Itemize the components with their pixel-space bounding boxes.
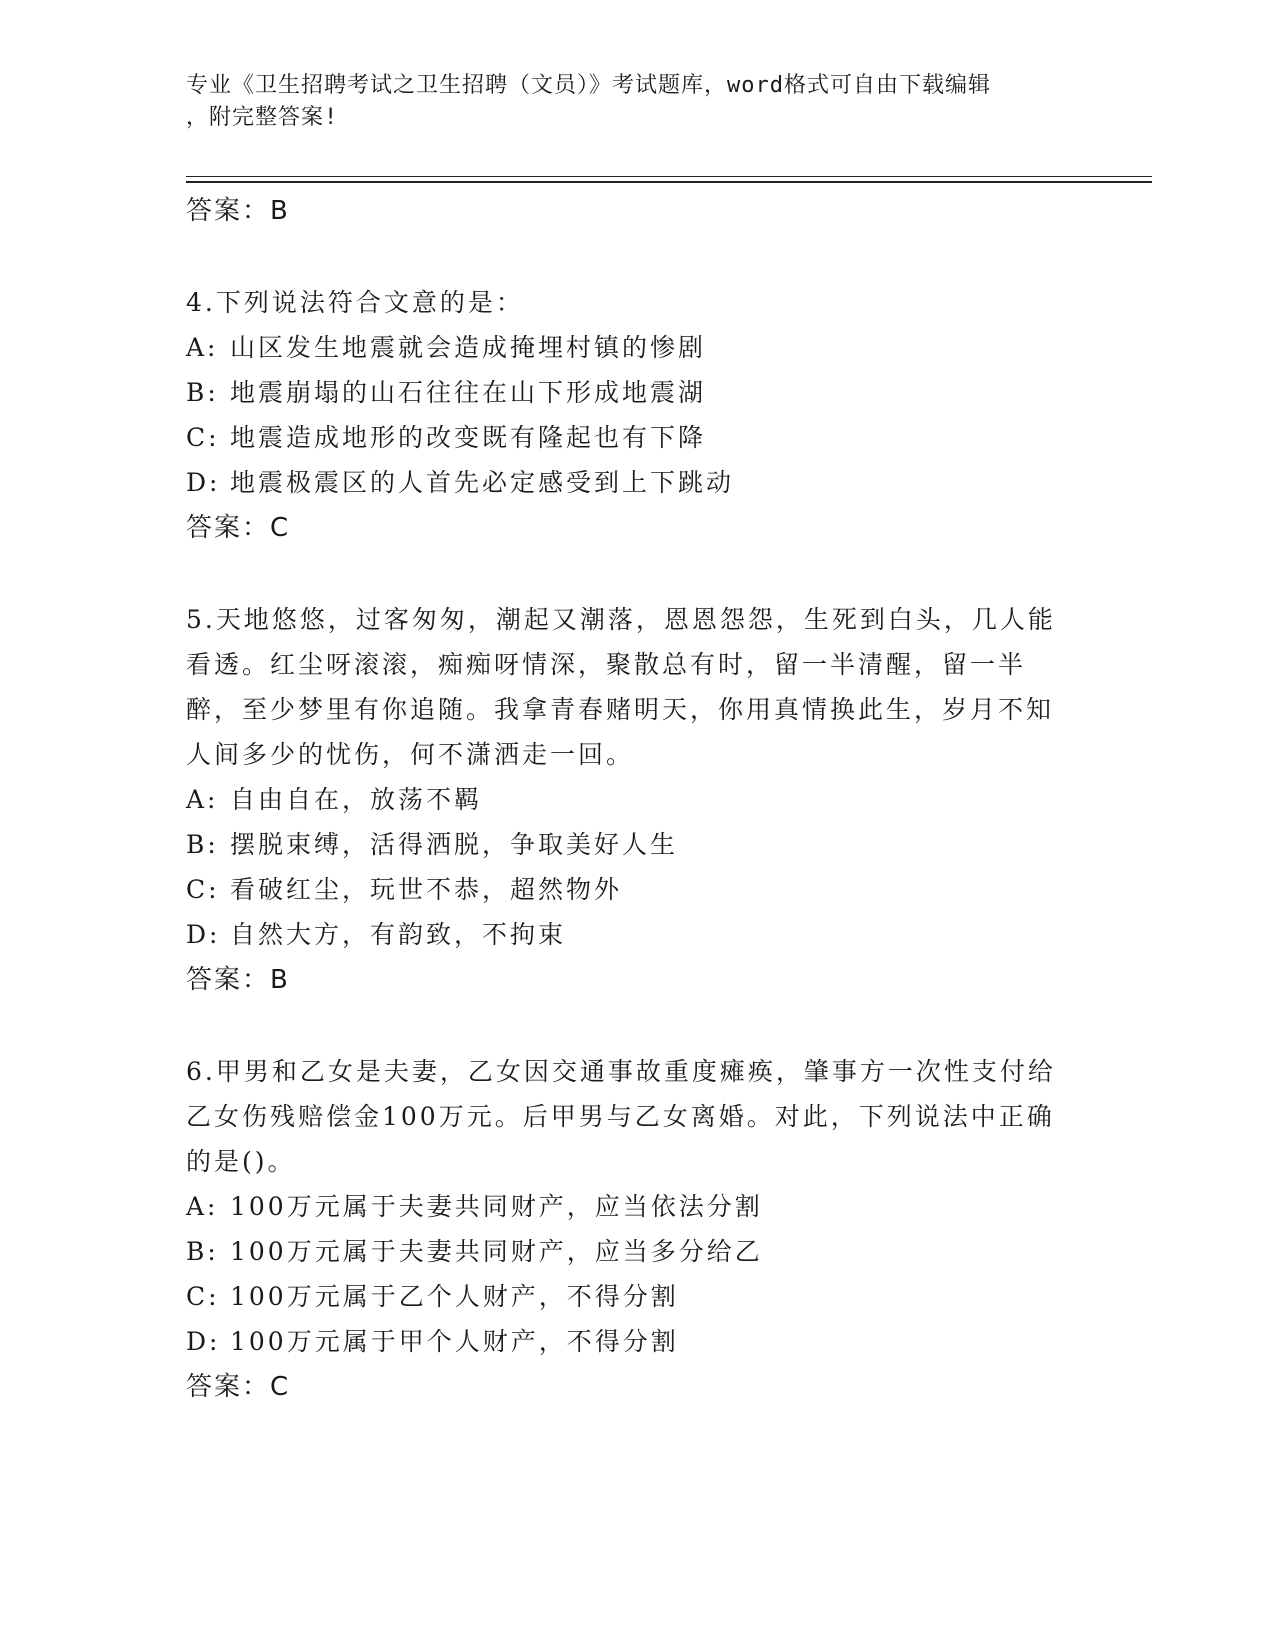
question-text: 4.下列说法符合文意的是： xyxy=(186,288,524,317)
answer-line: 答案：C xyxy=(186,1372,291,1402)
question-text: 6.甲男和乙女是夫妻，乙女因交通事故重度瘫痪，肇事方一次性支付给乙女伤残赔偿金100万元。后甲男与乙女离婚。对此，下列说法中正确的是()。 xyxy=(186,1057,1056,1176)
answer-line: 答案：C xyxy=(186,513,291,543)
option-text: 地震造成地形的改变既有隆起也有下降 xyxy=(230,423,707,452)
question-text: 5.天地悠悠，过客匆匆，潮起又潮落，恩恩怨怨，生死到白头，几人能看透。红尘呀滚滚，痴痴呀情深，聚散总有时，留一半清醒，留一半醉，至少梦里有你追随。我拿青春赌明天，你用真情换此生，岁月不知人间多少的忧伤，何不潇洒走一回。 xyxy=(186,605,1056,769)
option-c xyxy=(186,415,1066,460)
option-c xyxy=(186,867,1066,912)
option-a xyxy=(186,325,1066,370)
header-line-1: 专业《卫生招聘考试之卫生招聘（文员）》考试题库，word格式可自由下载编辑 xyxy=(186,73,991,98)
option-text: 地震崩塌的山石往往在山下形成地震湖 xyxy=(230,378,707,407)
option-letter: A: xyxy=(186,333,219,362)
option-d xyxy=(186,460,1066,505)
option-d xyxy=(186,1319,1066,1364)
option-letter: A: xyxy=(186,785,219,814)
option-text: 看破红尘，玩世不恭，超然物外 xyxy=(230,875,623,904)
option-text: 摆脱束缚，活得洒脱，争取美好人生 xyxy=(230,830,679,859)
option-text: 地震极震区的人首先必定感受到上下跳动 xyxy=(230,468,735,497)
spacer xyxy=(186,551,1066,597)
header-divider-thick xyxy=(186,181,1152,183)
option-letter: C: xyxy=(186,423,220,452)
option-text: 100万元属于夫妻共同财产，应当多分给乙 xyxy=(230,1237,763,1266)
option-letter: B: xyxy=(186,378,219,407)
option-text: 100万元属于夫妻共同财产，应当依法分割 xyxy=(230,1192,763,1221)
option-b xyxy=(186,1229,1066,1274)
option-text: 100万元属于甲个人财产，不得分割 xyxy=(230,1327,679,1356)
header-divider-thin xyxy=(186,176,1152,177)
document-header xyxy=(186,70,1086,134)
option-a xyxy=(186,1184,1066,1229)
question-block xyxy=(186,597,1066,1003)
option-letter: C: xyxy=(186,1282,220,1311)
option-text: 自由自在，放荡不羁 xyxy=(230,785,483,814)
option-text: 自然大方，有韵致，不拘束 xyxy=(230,920,567,949)
header-line-2: ，附完整答案! xyxy=(186,105,339,130)
question-block xyxy=(186,280,1066,551)
option-text: 100万元属于乙个人财产，不得分割 xyxy=(230,1282,679,1311)
option-letter: B: xyxy=(186,830,219,859)
answer-line: 答案：B xyxy=(186,965,290,995)
option-letter: A: xyxy=(186,1192,219,1221)
option-letter: C: xyxy=(186,875,220,904)
question-block xyxy=(186,1049,1066,1410)
option-c xyxy=(186,1274,1066,1319)
option-letter: D: xyxy=(186,920,221,949)
option-a xyxy=(186,777,1066,822)
option-b xyxy=(186,370,1066,415)
option-letter: D: xyxy=(186,468,221,497)
option-b xyxy=(186,822,1066,867)
option-text: 山区发生地震就会造成掩埋村镇的惨剧 xyxy=(230,333,707,362)
previous-answer: 答案：B xyxy=(186,196,290,226)
option-d xyxy=(186,912,1066,957)
spacer xyxy=(186,1003,1066,1049)
option-letter: D: xyxy=(186,1327,221,1356)
spacer xyxy=(186,234,1066,280)
option-letter: B: xyxy=(186,1237,219,1266)
questions-body xyxy=(186,188,1066,1410)
